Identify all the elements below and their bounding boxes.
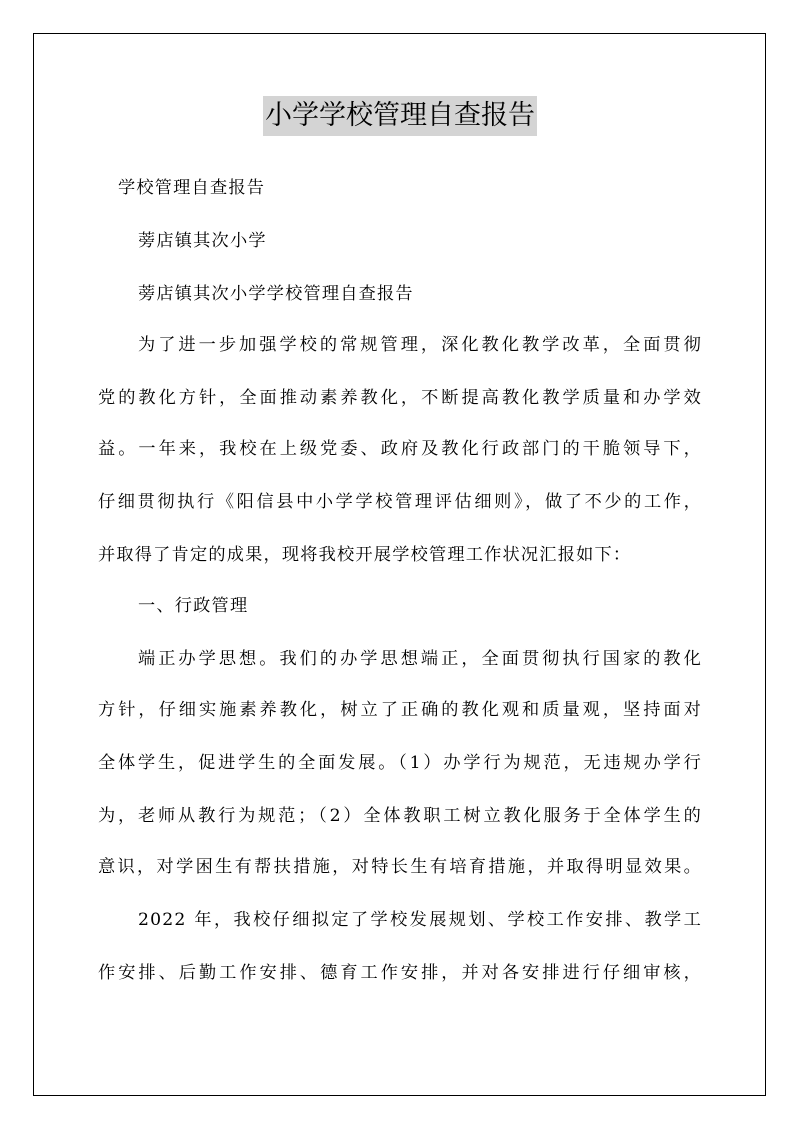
report-heading-line: 蒡店镇其次小学学校管理自查报告 (138, 284, 414, 304)
paragraph-line: 为，老师从教行为规范；（2）全体教职工树立教化服务于全体学生的 (98, 806, 702, 826)
section-heading: 一、行政管理 (138, 596, 249, 616)
paragraph-line: 作安排、后勤工作安排、德育工作安排，并对各安排进行仔细审核， (98, 963, 702, 983)
paragraph-line: 全体学生，促进学生的全面发展。（1）办学行为规范，无违规办学行 (98, 753, 702, 773)
paragraph-line: 益。一年来，我校在上级党委、政府及教化行政部门的干脆领导下， (98, 439, 702, 459)
paragraph-line: 意识，对学困生有帮扶措施，对特长生有培育措施，并取得明显效果。 (98, 857, 702, 877)
paragraph-line: 为了进一步加强学校的常规管理，深化教化教学改革，全面贯彻 (138, 335, 702, 355)
paragraph-line: 方针，仔细实施素养教化，树立了正确的教化观和质量观，坚持面对 (98, 700, 702, 720)
document-title: 小学学校管理自查报告 (263, 96, 537, 136)
school-name-line: 蒡店镇其次小学 (138, 231, 267, 251)
paragraph-line: 端正办学思想。我们的办学思想端正，全面贯彻执行国家的教化 (138, 649, 702, 669)
paragraph-line: 党的教化方针，全面推动素养教化，不断提高教化教学质量和办学效 (98, 388, 702, 408)
paragraph-line: 并取得了肯定的成果，现将我校开展学校管理工作状况汇报如下： (98, 545, 632, 565)
paragraph-line: 仔细贯彻执行《阳信县中小学学校管理评估细则》，做了不少的工作， (98, 492, 702, 512)
subtitle-line: 学校管理自查报告 (118, 178, 266, 198)
paragraph-line: 2022 年，我校仔细拟定了学校发展规划、学校工作安排、教学工 (138, 910, 702, 930)
title-container (0, 96, 800, 136)
